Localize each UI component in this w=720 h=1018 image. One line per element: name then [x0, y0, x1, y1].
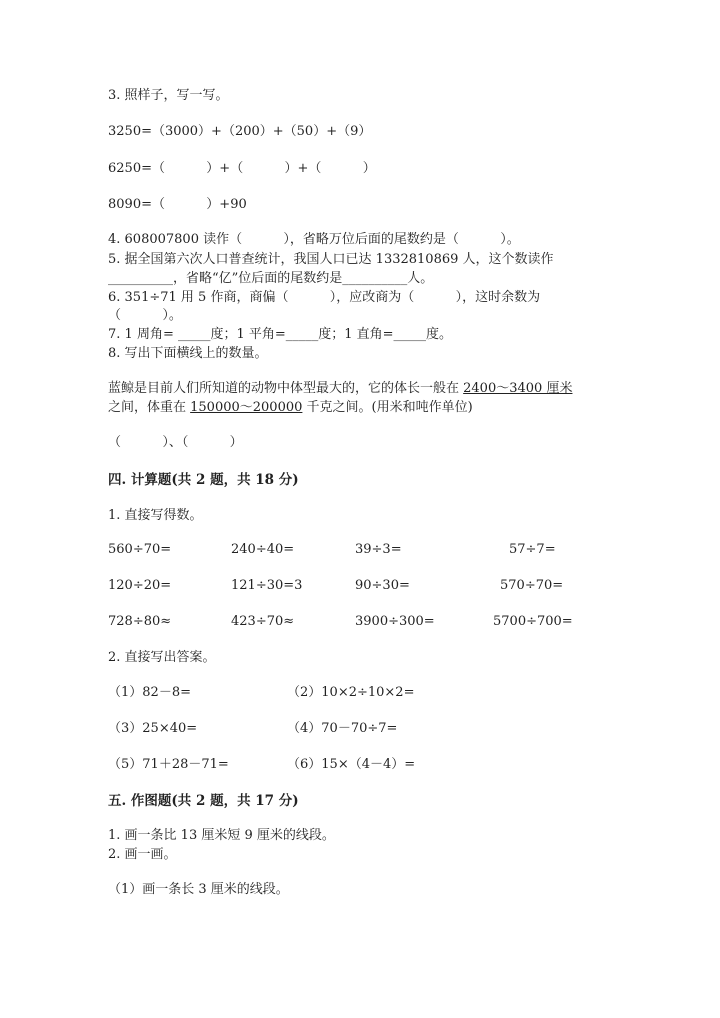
answer-item: （4）70－70÷7=: [287, 721, 398, 736]
q8-p2-text: 之间，体重在: [108, 400, 191, 415]
calc-item: 728÷80≈: [108, 614, 172, 629]
calc-item: 90÷30=: [355, 578, 410, 593]
section4-title: 四. 计算题(共 2 题，共 18 分): [108, 472, 299, 488]
q3-line2: 6250=（ ）+（ ）+（ ）: [108, 161, 376, 176]
calc-item: 5700÷700=: [493, 614, 573, 629]
section4-q2-title: 2. 直接写出答案。: [108, 650, 216, 665]
calc-item: 121÷30=3: [231, 578, 303, 593]
section5-q2: 2. 画一画。: [108, 847, 177, 862]
calc-item: 57÷7=: [509, 542, 556, 557]
answer-item: （5）71＋28－71=: [108, 757, 229, 772]
calc-item: 560÷70=: [108, 542, 172, 557]
answer-item: （1）82－8=: [108, 685, 191, 700]
section5-title: 五. 作图题(共 2 题，共 17 分): [108, 793, 299, 809]
calc-item: 570÷70=: [500, 578, 564, 593]
answer-item: （2）10×2÷10×2=: [287, 685, 415, 700]
calc-item: 423÷70≈: [231, 614, 295, 629]
q5-line2: __________，省略“亿”位后面的尾数约是__________人。: [108, 271, 434, 286]
q3-title: 3. 照样子，写一写。: [108, 88, 229, 103]
q8-title: 8. 写出下面横线上的数量。: [108, 346, 268, 361]
q3-example: 3250=（3000）+（200）+（50）+（9）: [108, 124, 372, 139]
section4-q1-title: 1. 直接写得数。: [108, 508, 203, 523]
q8-p1-text: 蓝鲸是目前人们所知道的动物中体型最大的，它的体长一般在: [108, 381, 464, 396]
calc-item: 240÷40=: [231, 542, 295, 557]
q8-answer: （ ）、（ ）: [108, 435, 243, 450]
q5-line1: 5. 据全国第六次人口普查统计，我国人口已达 1332810869 人，这个数读作: [108, 252, 554, 267]
calc-item: 39÷3=: [355, 542, 402, 557]
section5-q1: 1. 画一条比 13 厘米短 9 厘米的线段。: [108, 828, 335, 843]
q8-p1-underlined: 2400～3400 厘米: [463, 381, 573, 396]
q6-line2: （ ）。: [108, 308, 182, 323]
answer-item: （3）25×40=: [108, 721, 198, 736]
q8-p2-tail: 千克之间。(用米和吨作单位): [302, 400, 473, 415]
q8-paragraph-line1: [108, 380, 572, 398]
calc-item: 120÷20=: [108, 578, 172, 593]
q7-text: 7. 1 周角= _____度；1 平角=_____度；1 直角=_____度。: [108, 327, 453, 342]
q4-text: 4. 608007800 读作（ ），省略万位后面的尾数约是（ ）。: [108, 232, 520, 247]
answer-item: （6）15×（4－4）=: [287, 757, 416, 772]
section5-q2-1: （1）画一条长 3 厘米的线段。: [108, 882, 289, 897]
q8-p2-underlined: 150000～200000: [190, 400, 303, 415]
q8-paragraph-line2: [108, 399, 473, 417]
q3-line3: 8090=（ ）+90: [108, 197, 247, 212]
calc-item: 3900÷300=: [355, 614, 435, 629]
q6-line1: 6. 351÷71 用 5 作商，商偏（ ），应改商为（ ），这时余数为: [108, 290, 541, 305]
